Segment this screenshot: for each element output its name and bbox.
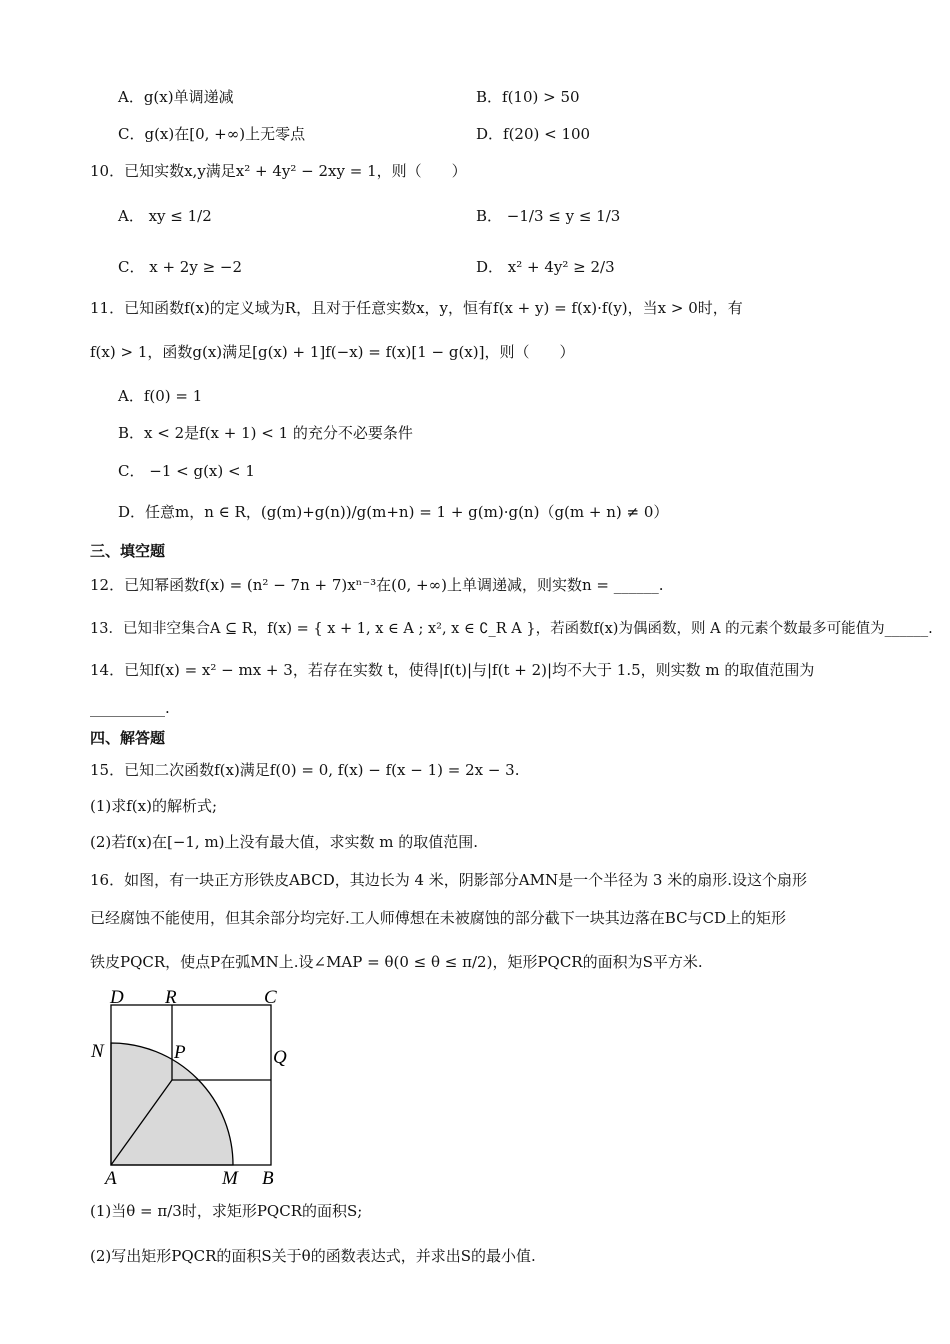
label-c: C: [264, 987, 277, 1008]
q16-part1: (1)当θ = π/3时，求矩形PQCR的面积S;: [90, 1202, 363, 1220]
square-sector-figure: [88, 982, 308, 1190]
q13-text: 13．已知非空集合A ⊆ R，f(x) = { x + 1, x ∈ A ; x², x ∈ ∁_R A }，若函数f(x)为偶函数，则 A 的元素个数最多可能值为______.: [90, 621, 933, 637]
q9-option-c: C．g(x)在[0, +∞)上无零点: [118, 125, 306, 143]
q16-line2: 已经腐蚀不能使用，但其余部分均完好.工人师傅想在未被腐蚀的部分截下一块其边落在BC与CD上的矩形: [90, 909, 787, 927]
q10-option-c: C． x + 2y ≥ −2: [118, 258, 243, 276]
label-m: M: [222, 1168, 238, 1189]
label-b: B: [262, 1168, 274, 1189]
q10-option-d: D． x² + 4y² ≥ 2/3: [476, 258, 615, 276]
q14-line2: __________.: [90, 699, 170, 717]
label-p: P: [174, 1042, 186, 1063]
q11-option-a: A．f(0) = 1: [118, 387, 203, 405]
q11-option-b: B．x < 2是f(x + 1) < 1 的充分不必要条件: [118, 424, 413, 442]
section-answer-title: 四、解答题: [90, 729, 166, 747]
q16-line1: 16．如图，有一块正方形铁皮ABCD，其边长为 4 米，阴影部分AMN是一个半径为 3 米的扇形.设这个扇形: [90, 871, 807, 889]
q9-option-b: B．f(10) > 50: [476, 88, 580, 106]
label-a: A: [105, 1168, 117, 1189]
q9-option-a: A．g(x)单调递减: [118, 88, 234, 106]
q15-stem: 15．已知二次函数f(x)满足f(0) = 0, f(x) − f(x − 1) = 2x − 3.: [90, 761, 520, 779]
section-fill-in-title: 三、填空题: [90, 542, 166, 560]
q9-option-d: D．f(20) < 100: [476, 125, 591, 143]
label-q: Q: [273, 1047, 287, 1068]
q16-part2: (2)写出矩形PQCR的面积S关于θ的函数表达式，并求出S的最小值.: [90, 1247, 536, 1265]
q10-option-b: B． −1/3 ≤ y ≤ 1/3: [476, 207, 621, 225]
q10-option-a: A． xy ≤ 1/2: [118, 207, 212, 225]
label-r: R: [165, 987, 177, 1008]
q11-stem-line2: f(x) > 1，函数g(x)满足[g(x) + 1]f(−x) = f(x)[1 − g(x)]，则（ ）: [90, 343, 575, 361]
q12-text: 12．已知幂函数f(x) = (n² − 7n + 7)xⁿ⁻³在(0, +∞)上单调递减，则实数n = ______.: [90, 576, 664, 594]
q15-part1: (1)求f(x)的解析式;: [90, 797, 218, 815]
label-d: D: [110, 987, 124, 1008]
q15-part2: (2)若f(x)在[−1, m)上没有最大值，求实数 m 的取值范围.: [90, 833, 479, 851]
q11-option-d: D．任意m，n ∈ R，(g(m)+g(n))/g(m+n) = 1 + g(m)·g(n)（g(m + n) ≠ 0）: [118, 503, 669, 521]
q11-stem-line1: 11．已知函数f(x)的定义域为R，且对于任意实数x，y，恒有f(x + y) = f(x)·f(y)，当x > 0时，有: [90, 299, 743, 317]
q14-line1: 14．已知f(x) = x² − mx + 3，若存在实数 t，使得|f(t)|与|f(t + 2)|均不大于 1.5，则实数 m 的取值范围为: [90, 661, 815, 679]
label-n: N: [91, 1041, 104, 1062]
q10-stem: 10．已知实数x,y满足x² + 4y² − 2xy = 1，则（ ）: [90, 162, 467, 180]
q11-option-c: C． −1 < g(x) < 1: [118, 462, 255, 480]
q16-line3: 铁皮PQCR，使点P在弧MN上.设∠MAP = θ(0 ≤ θ ≤ π/2)，矩形PQCR的面积为S平方米.: [90, 953, 703, 971]
